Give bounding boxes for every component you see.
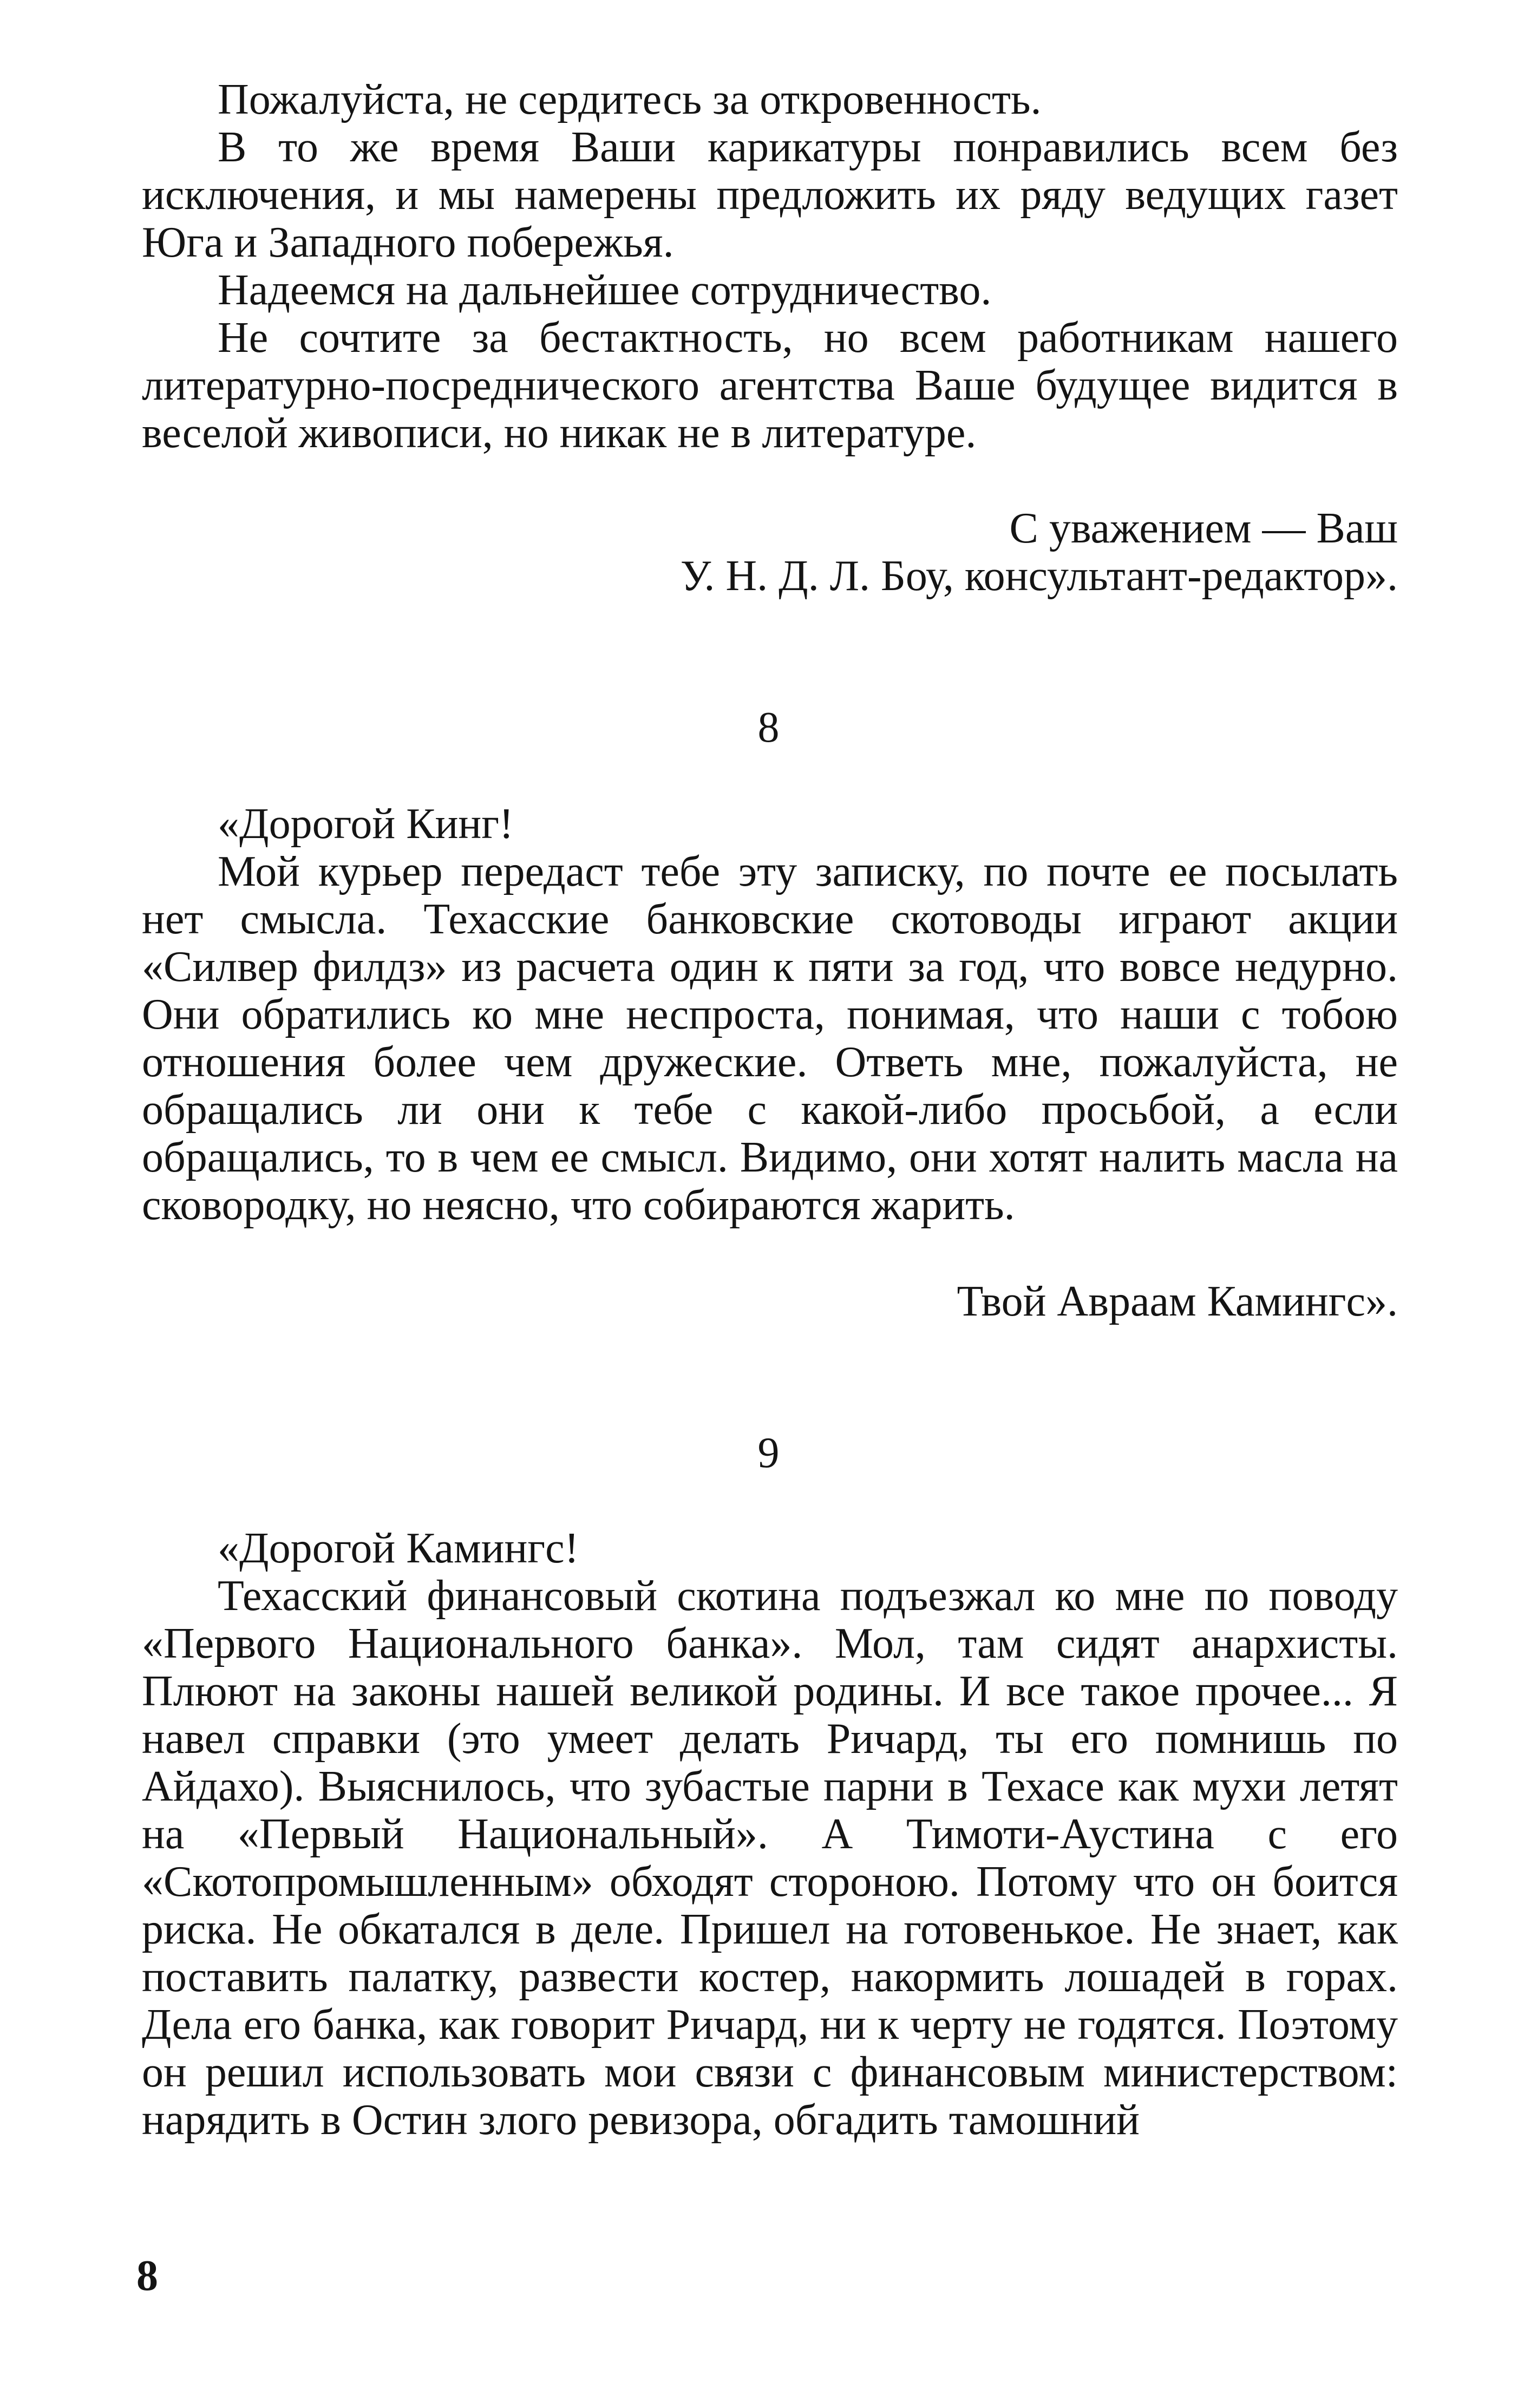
paragraph: Пожалуйста, не сердитесь за откровенность. [218,76,1042,123]
letter-8-text [142,800,1398,1229]
page-number: 8 [136,2252,158,2300]
paragraph: В то же время Ваши карикатуры понравились всем без исключения, и мы намерены предложить их ряду ведущих газет Юга и Западного побережья. [142,123,1398,266]
greeting: «Дорогой Кинг! [218,800,514,848]
paragraph: Надеемся на дальнейшее сотрудничество. [218,266,992,314]
signature-line: У. Н. Д. Л. Боу, консультант-редактор». [680,552,1398,600]
section-number-9: 9 [757,1429,780,1477]
paragraph: Техасский финансовый скотина подъезжал ко мне по поводу «Первого Национального банка». Мол, там сидят анархисты. Плюют на законы нашей великой родины. И все такое прочее... Я навел справки (это умеет делать Ричард, ты его помнишь по Айдахо). Выяснилось, что зубастые парни в Техасе как мухи летят на «Первый Национальный». А Тимоти-Аустина с его «Скотопромышленным» обходят стороною. Потому что он боится риска. Не обкатался в деле. Пришел на готовенькое. Не знает, как поставить палатку, развести костер, накормить лошадей в горах. Дела его банка, как говорит Ричард, ни к черту не годятся. Поэтому он решил использовать мои связи с финансовым министерством: нарядить в Остин злого ревизора, обгадить тамошний [142,1572,1398,2144]
letter-7-text [142,76,1398,457]
letter-9-text [142,1524,1398,2144]
signature-line: Твой Авраам Камингс». [957,1278,1398,1325]
paragraph: Не сочтите за бестактность, но всем работникам нашего литературно-посреднического агентства Ваше будущее видится в веселой живописи, но никак не в литературе. [142,314,1398,457]
greeting: «Дорогой Камингс! [218,1524,579,1572]
paragraph: Мой курьер передаст тебе эту записку, по почте ее посылать нет смысла. Техасские банковские скотоводы играют акции «Силвер филдз» из расчета один к пяти за год, что вовсе недурно. Они обратились ко мне неспроста, понимая, что наши с тобою отношения более чем дружеские. Ответь мне, пожалуйста, не обращались ли они к тебе с какой-либо просьбой, а если обращались, то в чем ее смысл. Видимо, они хотят налить масла на сковородку, но неясно, что собираются жарить. [142,848,1398,1229]
section-number-8: 8 [757,704,780,751]
closing-line: С уважением — Ваш [1009,505,1398,552]
